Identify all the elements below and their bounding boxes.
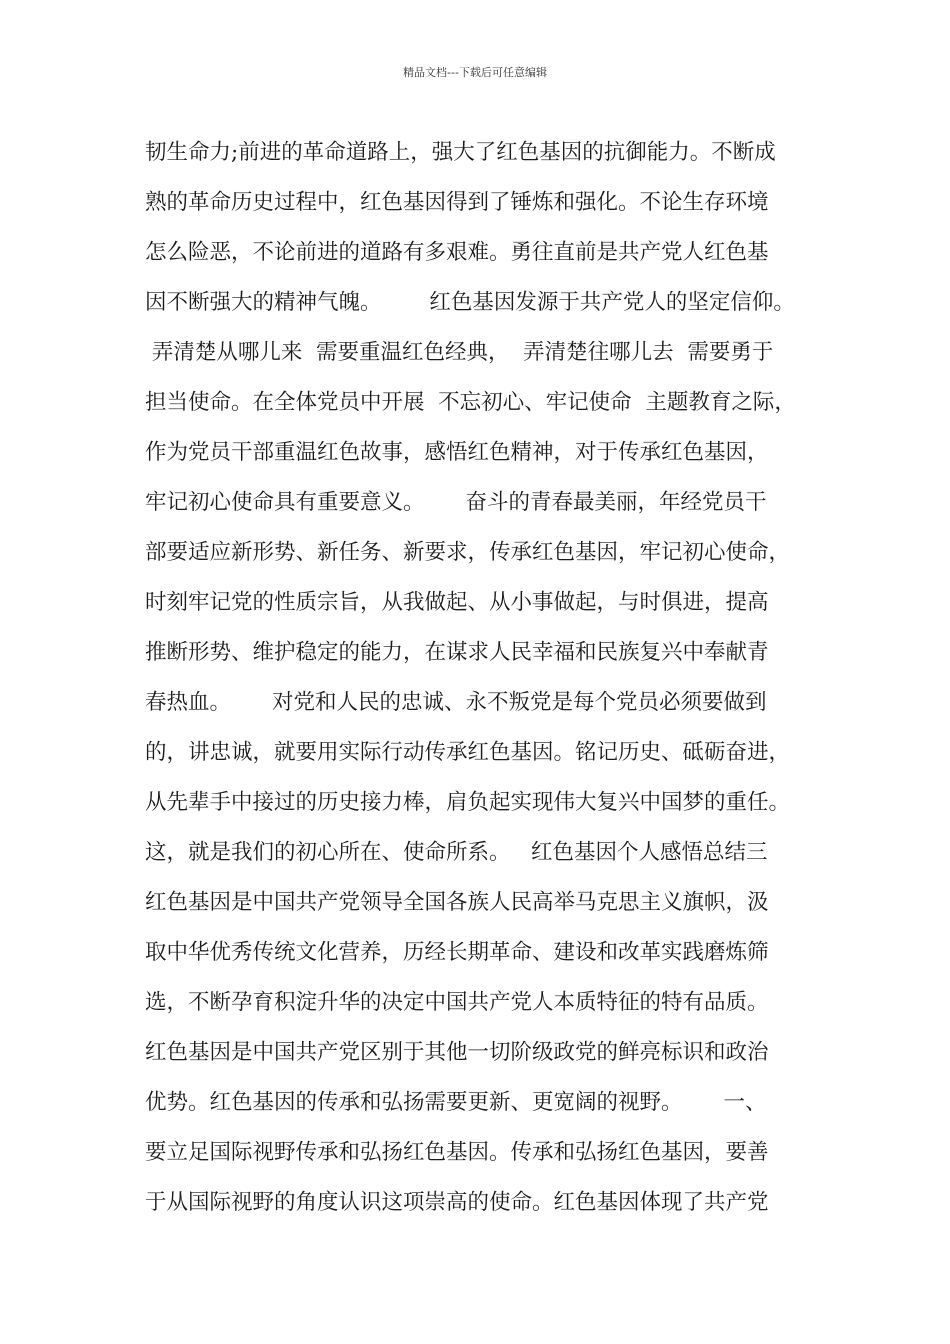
text-line: 从先辈手中接过的历史接力棒，肩负起实现伟大复兴中国梦的重任。	[145, 790, 791, 815]
text-line: 红色基因是中国共产党区别于其他一切阶级政党的鲜亮标识和政治	[145, 1040, 769, 1065]
text-line: 要立足国际视野传承和弘扬红色基因。传承和弘扬红色基因，要善	[145, 1140, 769, 1165]
text-line: 推断形势、维护稳定的能力，在谋求人民幸福和民族复兴中奉献青	[145, 640, 769, 665]
text-line: 韧生命力;前进的革命道路上，强大了红色基因的抗御能力。不断成	[145, 140, 776, 165]
text-line: 作为党员干部重温红色故事，感悟红色精神，对于传承红色基因，	[145, 440, 769, 465]
text-line: 担当使命。在全体党员中开展 不忘初心、牢记使命 主题教育之际，	[145, 390, 796, 415]
text-line: 时刻牢记党的性质宗旨，从我做起、从小事做起，与时俱进，提高	[145, 590, 769, 615]
text-line: 因不断强大的精神气魄。 红色基因发源于共产党人的坚定信仰。	[145, 290, 795, 315]
text-line: 优势。红色基因的传承和弘扬需要更新、更宽阔的视野。 一、	[145, 1090, 767, 1115]
text-line: 的，讲忠诚，就要用实际行动传承红色基因。铭记历史、砥砺奋进，	[145, 740, 791, 765]
text-line: 红色基因是中国共产党领导全国各族人民高举马克思主义旗帜，汲	[145, 890, 769, 915]
text-line: 部要适应新形势、新任务、新要求，传承红色基因，牢记初心使命，	[145, 540, 791, 565]
document-body	[145, 128, 835, 1228]
text-line: 于从国际视野的角度认识这项崇高的使命。红色基因体现了共产党	[145, 1190, 769, 1215]
text-line: 春热血。 对党和人民的忠诚、永不叛党是每个党员必须要做到	[145, 690, 767, 715]
text-line: 弄清楚从哪儿来 需要重温红色经典， 弄清楚往哪儿去 需要勇于	[145, 340, 774, 365]
text-line: 怎么险恶，不论前进的道路有多艰难。勇往直前是共产党人红色基	[145, 240, 769, 265]
text-line: 这，就是我们的初心所在、使命所系。 红色基因个人感悟总结三	[145, 840, 768, 865]
text-line: 牢记初心使命具有重要意义。 奋斗的青春最美丽，年经党员干	[145, 490, 767, 515]
text-line: 取中华优秀传统文化营养，历经长期革命、建设和改革实践磨炼筛	[145, 940, 769, 965]
text-line: 熟的革命历史过程中，红色基因得到了锤炼和强化。不论生存环境	[145, 190, 769, 215]
page-header: 精品文档---下载后可任意编辑	[403, 66, 547, 79]
text-line: 选，不断孕育积淀升华的决定中国共产党人本质特征的特有品质。	[145, 990, 769, 1015]
